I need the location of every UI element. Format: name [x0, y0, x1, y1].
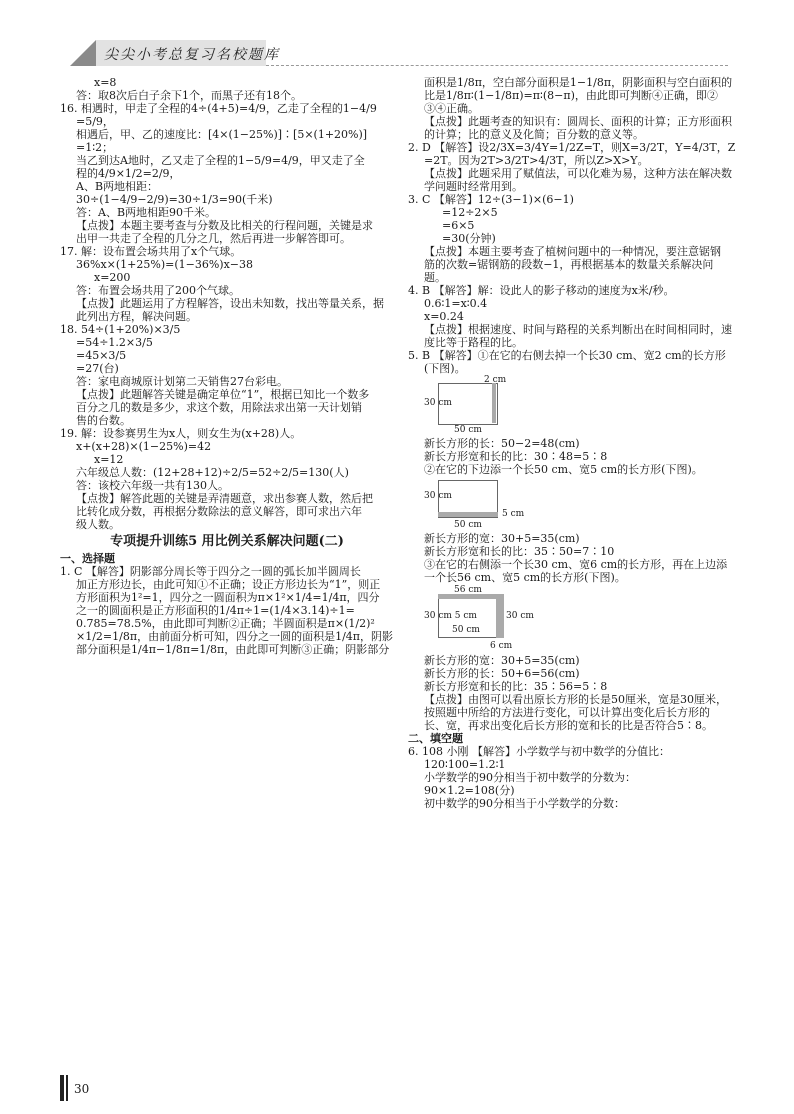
text-line: =27(台) [76, 362, 119, 375]
text-line: 此列出方程，解决问题。 [76, 310, 197, 323]
text-line: 新长方形的宽：30+5=35(cm) [424, 532, 580, 545]
fig2-strip [438, 512, 498, 517]
text-line: 小学数学的90分相当于初中数学的分数为： [424, 771, 636, 784]
text-line: 比转化成分数，再根据分数除法的意义解答，即可求出六年 [76, 505, 362, 518]
text-line: 【点拨】此题采用了赋值法，可以化难为易，这种方法在解决数 [424, 167, 732, 180]
text-line: =2T。因为2T>3/2T>4/3T，所以Z>X>Y。 [424, 154, 649, 167]
fig3-top-label: 56 cm [454, 585, 482, 595]
text-line: 答：布置会场共用了200个气球。 [76, 284, 240, 297]
text-line: 0.785=78.5%，由此即可判断②正确；半圆面积是π×(1/2)² [76, 617, 375, 630]
text-line: 6. 108 小刚 【解答】小学数学与初中数学的分值比： [408, 745, 670, 758]
right-answers-5 [408, 745, 742, 810]
left-answers-2 [60, 565, 394, 656]
text-line: 4. B 【解答】解：设此人的影子移动的速度为x米/秒。 [408, 284, 675, 297]
text-line: x+(x+28)×(1−25%)=42 [76, 440, 212, 453]
text-line: 方形面积为1²=1，四分之一圆面积为π×1²×1/4=1/4π，四分 [76, 591, 380, 604]
fig3-right-strip [496, 596, 504, 638]
text-line: 3. C 【解答】12÷(3−1)×(6−1) [408, 193, 574, 206]
fig1-top-label: 2 cm [484, 375, 507, 385]
text-line: x=12 [94, 453, 124, 466]
text-line: 【点拨】解答此题的关键是弄清题意，求出参赛人数，然后把 [76, 492, 373, 505]
text-line: (下图)。 [424, 362, 466, 375]
text-line: 新长方形宽和长的比：35∶50=7∶10 [424, 545, 615, 558]
text-line: 一个长56 cm、宽5 cm的长方形(下图)。 [424, 571, 626, 584]
header-triangle [70, 40, 96, 66]
text-line: 出甲一共走了全程的几分之几，然后再进一步解答即可。 [76, 232, 351, 245]
text-line: 的计算；比的意义及化简；百分数的意义等。 [424, 128, 644, 141]
fig1-bottom-label: 50 cm [454, 425, 482, 435]
text-line: =1∶2； [76, 141, 114, 154]
text-line: 加正方形边长，由此可知①不正确；设正方形边长为“1”，则正 [76, 578, 381, 591]
fig3-left-label: 30 cm 5 cm [424, 611, 477, 621]
text-line: ③④正确。 [424, 102, 479, 115]
fig3-right-label: 30 cm [506, 611, 534, 621]
text-line: 新长方形的长：50−2=48(cm) [424, 437, 580, 450]
figure-3 [424, 586, 742, 652]
text-line: x=0.24 [424, 310, 464, 323]
text-line: ③在它的右侧添一个长30 cm、宽6 cm的长方形，再在上边添 [424, 558, 728, 571]
text-line: 答：家电商城原计划第二天销售27台彩电。 [76, 375, 288, 388]
text-line: 比是1/8π∶(1−1/8π)=π∶(8−π)，由此即可判断④正确，即② [424, 89, 718, 102]
text-line: 18. 54÷(1+20%)×3/5 [60, 323, 181, 336]
text-line: ×1/2=1/8π，由前面分析可知，四分之一圆的面积是1/4π，阴影 [76, 630, 394, 643]
fig2-left-label: 30 cm [424, 491, 452, 501]
right-column [408, 76, 742, 810]
text-line: =6×5 [442, 219, 475, 232]
fig1-left-label: 30 cm [424, 398, 452, 408]
text-line: =5/9， [76, 115, 114, 128]
text-line: ②在它的下边添一个长50 cm、宽5 cm的长方形(下图)。 [424, 463, 703, 476]
fig2-bottom-label: 50 cm [454, 520, 482, 530]
text-line: 16. 相遇时，甲走了全程的4÷(4+5)=4/9，乙走了全程的1−4/9 [60, 102, 377, 115]
text-line: x=200 [94, 271, 131, 284]
fig3-bottom-label: 6 cm [490, 641, 513, 651]
text-line: 题。 [424, 271, 446, 284]
text-line: =45×3/5 [76, 349, 127, 362]
text-line: 答：取8次后白子余下1个，而黑子还有18个。 [76, 89, 302, 102]
text-line: 程的4/9×1/2=2/9， [76, 167, 181, 180]
text-line: 之一的圆面积是正方形面积的1/4π÷1=(1/4×3.14)÷1= [76, 604, 355, 617]
text-line: 【点拨】由图可以看出原长方形的长是50厘米，宽是30厘米， [424, 693, 727, 706]
fig1-strip [492, 383, 496, 423]
text-line: 30÷(1−4/9−2/9)=30÷1/3=90(千米) [76, 193, 273, 206]
left-answers [60, 76, 394, 531]
header-rule [266, 65, 728, 66]
text-line: 部分面积是1/4π−1/8π=1/8π，由此即可判断③正确；阴影部分 [76, 643, 390, 656]
text-line: 【点拨】根据速度、时间与路程的关系判断出在时间相同时，速 [424, 323, 732, 336]
text-line: 新长方形宽和长的比：30∶48=5∶8 [424, 450, 608, 463]
text-line: 面积是1/8π，空白部分面积是1−1/8π，阴影面积与空白面积的 [424, 76, 733, 89]
text-line: =12÷2×5 [442, 206, 498, 219]
text-line: 初中数学的90分相当于小学数学的分数： [424, 797, 625, 810]
text-line: 【点拨】本题主要考查与分数及比相关的行程问题，关键是求 [76, 219, 373, 232]
fig3-mid-label: 50 cm [452, 625, 480, 635]
subsection-choice: 一、选择题 [60, 552, 115, 565]
right-answers-3 [408, 532, 742, 584]
text-line: 36%x×(1+25%)=(1−36%)x−38 [76, 258, 253, 271]
subsection-fill: 二、填空题 [408, 732, 463, 745]
right-answers-2 [408, 437, 742, 476]
left-column [60, 76, 394, 656]
page-number: 30 [74, 1082, 90, 1096]
text-line: 新长方形宽和长的比：35∶56=5∶8 [424, 680, 608, 693]
text-line: 新长方形的长：50+6=56(cm) [424, 667, 580, 680]
text-line: 相遇后，甲、乙的速度比：[4×(1−25%)]∶[5×(1+20%)] [76, 128, 368, 141]
text-line: 六年级总人数：(12+28+12)÷2/5=52÷2/5=130(人) [76, 466, 349, 479]
text-line: 售的台数。 [76, 414, 131, 427]
text-line: 120∶100=1.2∶1 [424, 758, 506, 771]
text-line: 度比等于路程的比。 [424, 336, 523, 349]
figure-1 [424, 377, 742, 435]
text-line: 1. C 【解答】阴影部分周长等于四分之一圆的弧长加半圆周长 [60, 565, 361, 578]
text-line: 按照题中所给的方法进行变化，可以计算出变化后长方形的 [424, 706, 710, 719]
text-line: 当乙到达A地时，乙又走了全程的1−5/9=4/9，甲又走了全 [76, 154, 365, 167]
text-line: =30(分钟) [442, 232, 496, 245]
text-line: 长、宽，再求出变化后长方形的宽和长的比是否符合5∶8。 [424, 719, 713, 732]
text-line: 【点拨】此题运用了方程解答，设出未知数，找出等量关系，据 [76, 297, 384, 310]
text-line: 学问题时经常用到。 [424, 180, 523, 193]
text-line: 筋的次数=锯钢筋的段数−1，再根据基本的数量关系解决问 [424, 258, 714, 271]
text-line: 【点拨】本题主要考查了植树问题中的一种情况，要注意锯钢 [424, 245, 721, 258]
page-bar [60, 1075, 64, 1101]
text-line: 【点拨】此题考查的知识有：圆周长、面积的计算；正方形面积 [424, 115, 732, 128]
text-line: A、B两地相距： [76, 180, 159, 193]
text-line: 级人数。 [76, 518, 120, 531]
header-title: 尖尖小考总复习名校题库 [104, 47, 280, 63]
text-line: 答：A、B两地相距90千米。 [76, 206, 217, 219]
figure-2 [424, 478, 742, 530]
fig2-right-label: 5 cm [502, 509, 525, 519]
text-line: 2. D 【解答】设2/3X=3/4Y=1/2Z=T，则X=3/2T，Y=4/3T，Z [408, 141, 736, 154]
text-line: 90×1.2=108(分) [424, 784, 515, 797]
text-line: x=8 [94, 76, 117, 89]
page-bar-thin [66, 1075, 68, 1101]
text-line: 5. B 【解答】①在它的右侧去掉一个长30 cm、宽2 cm的长方形 [408, 349, 726, 362]
text-line: 【点拨】此题解答关键是确定单位“1”，根据已知比一个数多 [76, 388, 370, 401]
text-line: 百分之几的数是多少，求这个数，用除法求出第一天计划销 [76, 401, 362, 414]
right-answers-4 [408, 654, 742, 732]
right-answers [408, 76, 742, 375]
section-title: 专项提升训练5 用比例关系解决问题(二) [110, 534, 344, 549]
text-line: =54÷1.2×3/5 [76, 336, 153, 349]
text-line: 新长方形的宽：30+5=35(cm) [424, 654, 580, 667]
text-line: 0.6∶1=x∶0.4 [424, 297, 488, 310]
text-line: 17. 解：设布置会场共用了x个气球。 [60, 245, 242, 258]
text-line: 答：该校六年级一共有130人。 [76, 479, 229, 492]
text-line: 19. 解：设参赛男生为x人，则女生为(x+28)人。 [60, 427, 302, 440]
